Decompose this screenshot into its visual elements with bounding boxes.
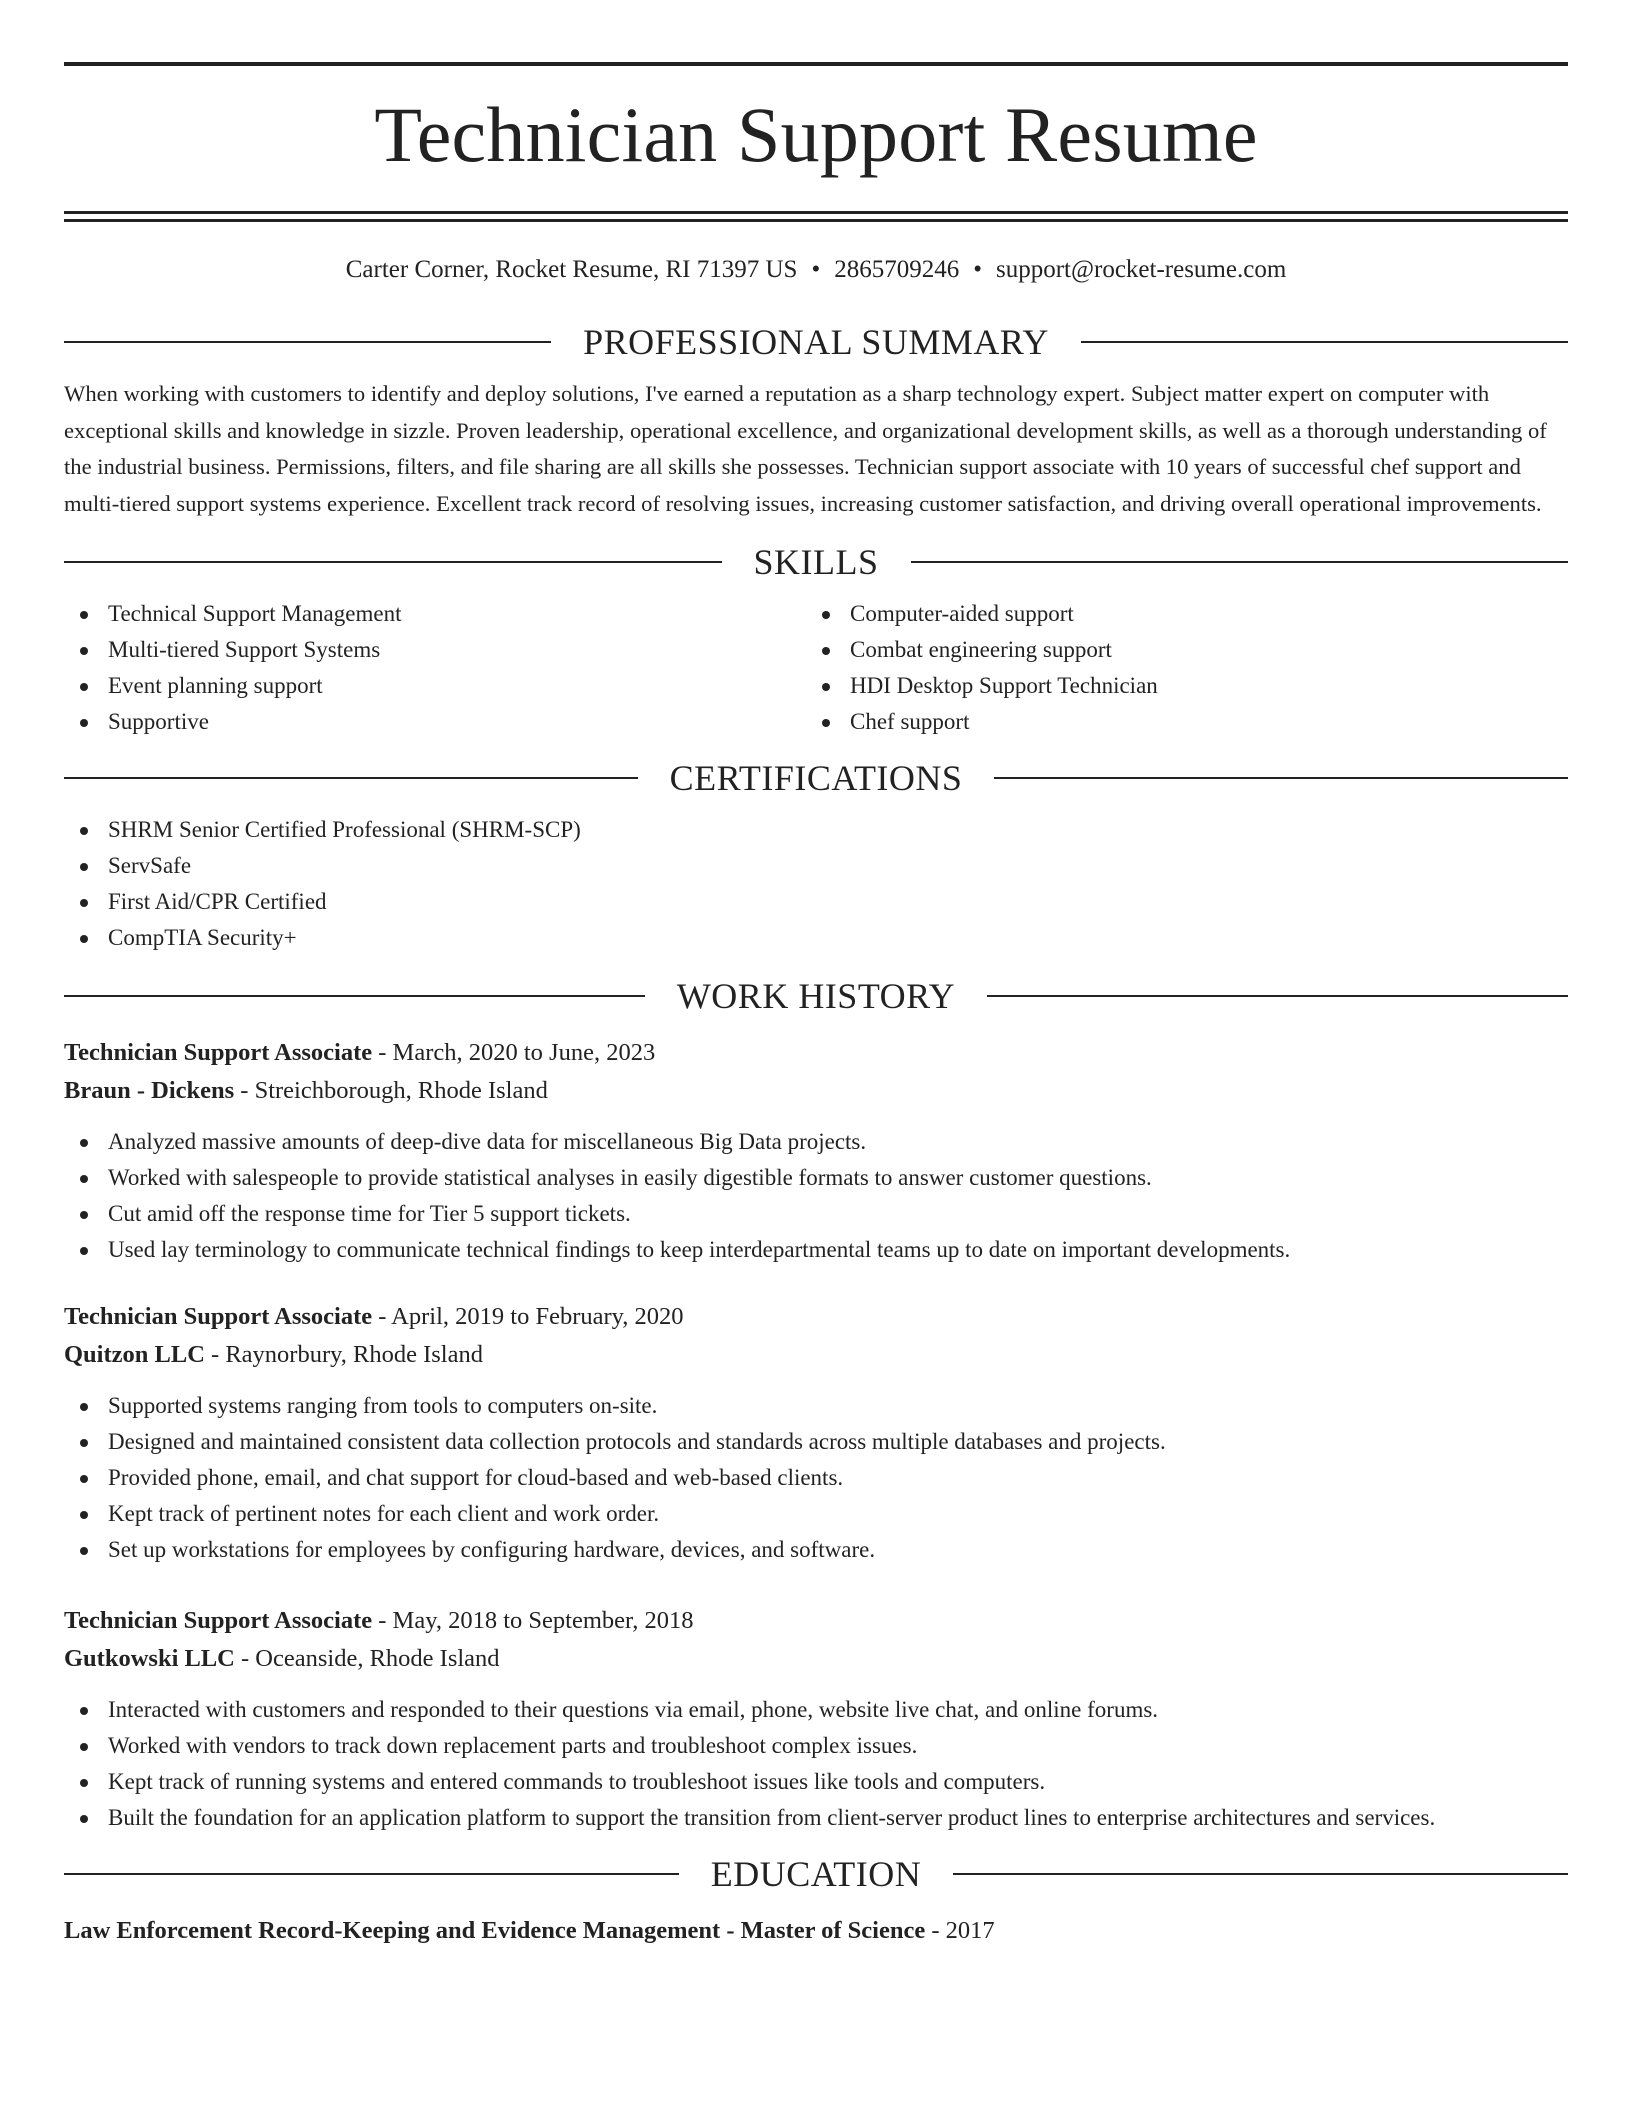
job-bullets <box>64 1388 1568 1568</box>
job-company: Gutkowski LLC <box>64 1645 235 1672</box>
job-bullet: Set up workstations for employees by configuring hardware, devices, and software. <box>64 1532 1568 1568</box>
job-dates: - March, 2020 to June, 2023 <box>372 1039 656 1066</box>
title-double-rule <box>64 211 1568 222</box>
resume-page <box>64 0 1568 1950</box>
skill-item: Technical Support Management <box>64 596 806 632</box>
job-company: Braun - Dickens <box>64 1077 235 1104</box>
section-heading-certifications <box>64 756 1568 800</box>
contact-phone: 2865709246 <box>834 256 960 283</box>
heading-rule <box>64 777 638 779</box>
skills-column-right <box>806 596 1548 740</box>
section-title: PROFESSIONAL SUMMARY <box>583 322 1049 362</box>
job-dates: - May, 2018 to September, 2018 <box>372 1607 694 1634</box>
job-entry <box>64 1034 1568 1268</box>
job-bullet: Built the foundation for an application platform to support the transition from client-server product lines to enterprise architectures and services. <box>64 1800 1568 1836</box>
section-title: WORK HISTORY <box>676 976 956 1016</box>
certification-item: First Aid/CPR Certified <box>64 884 1568 920</box>
certification-item: ServSafe <box>64 848 1568 884</box>
job-location: - Oceanside, Rhode Island <box>234 1645 500 1672</box>
section-title: CERTIFICATIONS <box>669 758 963 798</box>
contact-separator: • <box>973 256 982 283</box>
job-company-line <box>64 1072 1568 1110</box>
heading-rule <box>64 561 722 563</box>
heading-rule <box>64 1873 679 1875</box>
contact-separator: • <box>811 256 821 283</box>
job-title: Technician Support Associate <box>64 1303 373 1330</box>
job-bullet: Worked with vendors to track down replacement parts and troubleshoot complex issues. <box>64 1728 1568 1764</box>
job-bullet: Provided phone, email, and chat support for cloud-based and web-based clients. <box>64 1460 1568 1496</box>
job-bullet: Kept track of running systems and entered commands to troubleshoot issues like tools and computers. <box>64 1764 1568 1800</box>
job-entry <box>64 1298 1568 1568</box>
skill-item: Supportive <box>64 704 806 740</box>
job-title: Technician Support Associate <box>64 1607 373 1634</box>
section-heading-work-history <box>64 974 1568 1018</box>
job-bullet: Designed and maintained consistent data collection protocols and standards across multiple databases and projects. <box>64 1424 1568 1460</box>
certification-item: CompTIA Security+ <box>64 920 1568 956</box>
certifications-list <box>64 812 1568 956</box>
job-bullets <box>64 1124 1568 1268</box>
page-title: Technician Support Resume <box>374 91 1258 178</box>
contact-email: support@rocket-resume.com <box>995 256 1287 283</box>
job-company: Quitzon LLC <box>64 1341 205 1368</box>
heading-rule <box>994 777 1568 779</box>
heading-rule <box>1081 341 1568 343</box>
job-location: - Raynorbury, Rhode Island <box>204 1341 483 1368</box>
job-title-line <box>64 1602 1568 1640</box>
section-heading-education <box>64 1852 1568 1896</box>
heading-rule <box>953 1873 1568 1875</box>
job-company-line <box>64 1640 1568 1678</box>
job-bullets <box>64 1692 1568 1836</box>
heading-rule <box>64 995 645 997</box>
job-title-line <box>64 1034 1568 1072</box>
job-bullet: Analyzed massive amounts of deep-dive data for miscellaneous Big Data projects. <box>64 1124 1568 1160</box>
summary-text: When working with customers to identify and deploy solutions, I've earned a reputation as a sharp technology expert. Subject matter expert on computer with exceptional skills and knowledge in sizzle. Proven leadership, operational excellence, and organizational development skills, as well as a thorough understanding of the industrial business. Permissions, filters, and file sharing are all skills she possesses. Technician support associate with 10 years of successful chef support and multi-tiered support systems experience. Excellent track record of resolving issues, increasing customer satisfaction, and driving overall operational improvements. <box>64 381 1547 516</box>
education-year: - 2017 <box>925 1917 995 1944</box>
job-bullet: Used lay terminology to communicate technical findings to keep interdepartmental teams up to date on important developments. <box>64 1232 1568 1268</box>
job-company-line <box>64 1336 1568 1374</box>
education-entry <box>64 1912 1568 1950</box>
skill-item: Computer-aided support <box>806 596 1548 632</box>
skill-item: Multi-tiered Support Systems <box>64 632 806 668</box>
skills-list <box>64 596 1568 740</box>
section-heading-summary <box>64 320 1568 364</box>
section-title: EDUCATION <box>710 1854 922 1894</box>
section-heading-skills <box>64 540 1568 584</box>
section-title: SKILLS <box>753 542 879 582</box>
job-title-line <box>64 1298 1568 1336</box>
skill-item: Event planning support <box>64 668 806 704</box>
heading-rule <box>64 341 551 343</box>
job-bullet: Cut amid off the response time for Tier 5 support tickets. <box>64 1196 1568 1232</box>
contact-address: Carter Corner, Rocket Resume, RI 71397 US <box>345 256 798 283</box>
job-bullet: Worked with salespeople to provide statistical analyses in easily digestible formats to answer customer questions. <box>64 1160 1568 1196</box>
job-bullet: Supported systems ranging from tools to computers on-site. <box>64 1388 1568 1424</box>
job-bullet: Kept track of pertinent notes for each client and work order. <box>64 1496 1568 1532</box>
heading-rule <box>987 995 1568 997</box>
skills-column-left <box>64 596 806 740</box>
skill-item: Combat engineering support <box>806 632 1548 668</box>
skill-item: Chef support <box>806 704 1548 740</box>
job-location: - Streichborough, Rhode Island <box>234 1077 548 1104</box>
education-degree: Law Enforcement Record-Keeping and Evidence Management - Master of Science <box>64 1917 926 1944</box>
certification-item: SHRM Senior Certified Professional (SHRM-SCP) <box>64 812 1568 848</box>
job-dates: - April, 2019 to February, 2020 <box>372 1303 684 1330</box>
heading-rule <box>911 561 1569 563</box>
job-bullet: Interacted with customers and responded to their questions via email, phone, website live chat, and online forums. <box>64 1692 1568 1728</box>
contact-line <box>64 254 1568 286</box>
top-rule <box>64 62 1568 66</box>
job-entry <box>64 1602 1568 1836</box>
job-title: Technician Support Associate <box>64 1039 373 1066</box>
skill-item: HDI Desktop Support Technician <box>806 668 1548 704</box>
